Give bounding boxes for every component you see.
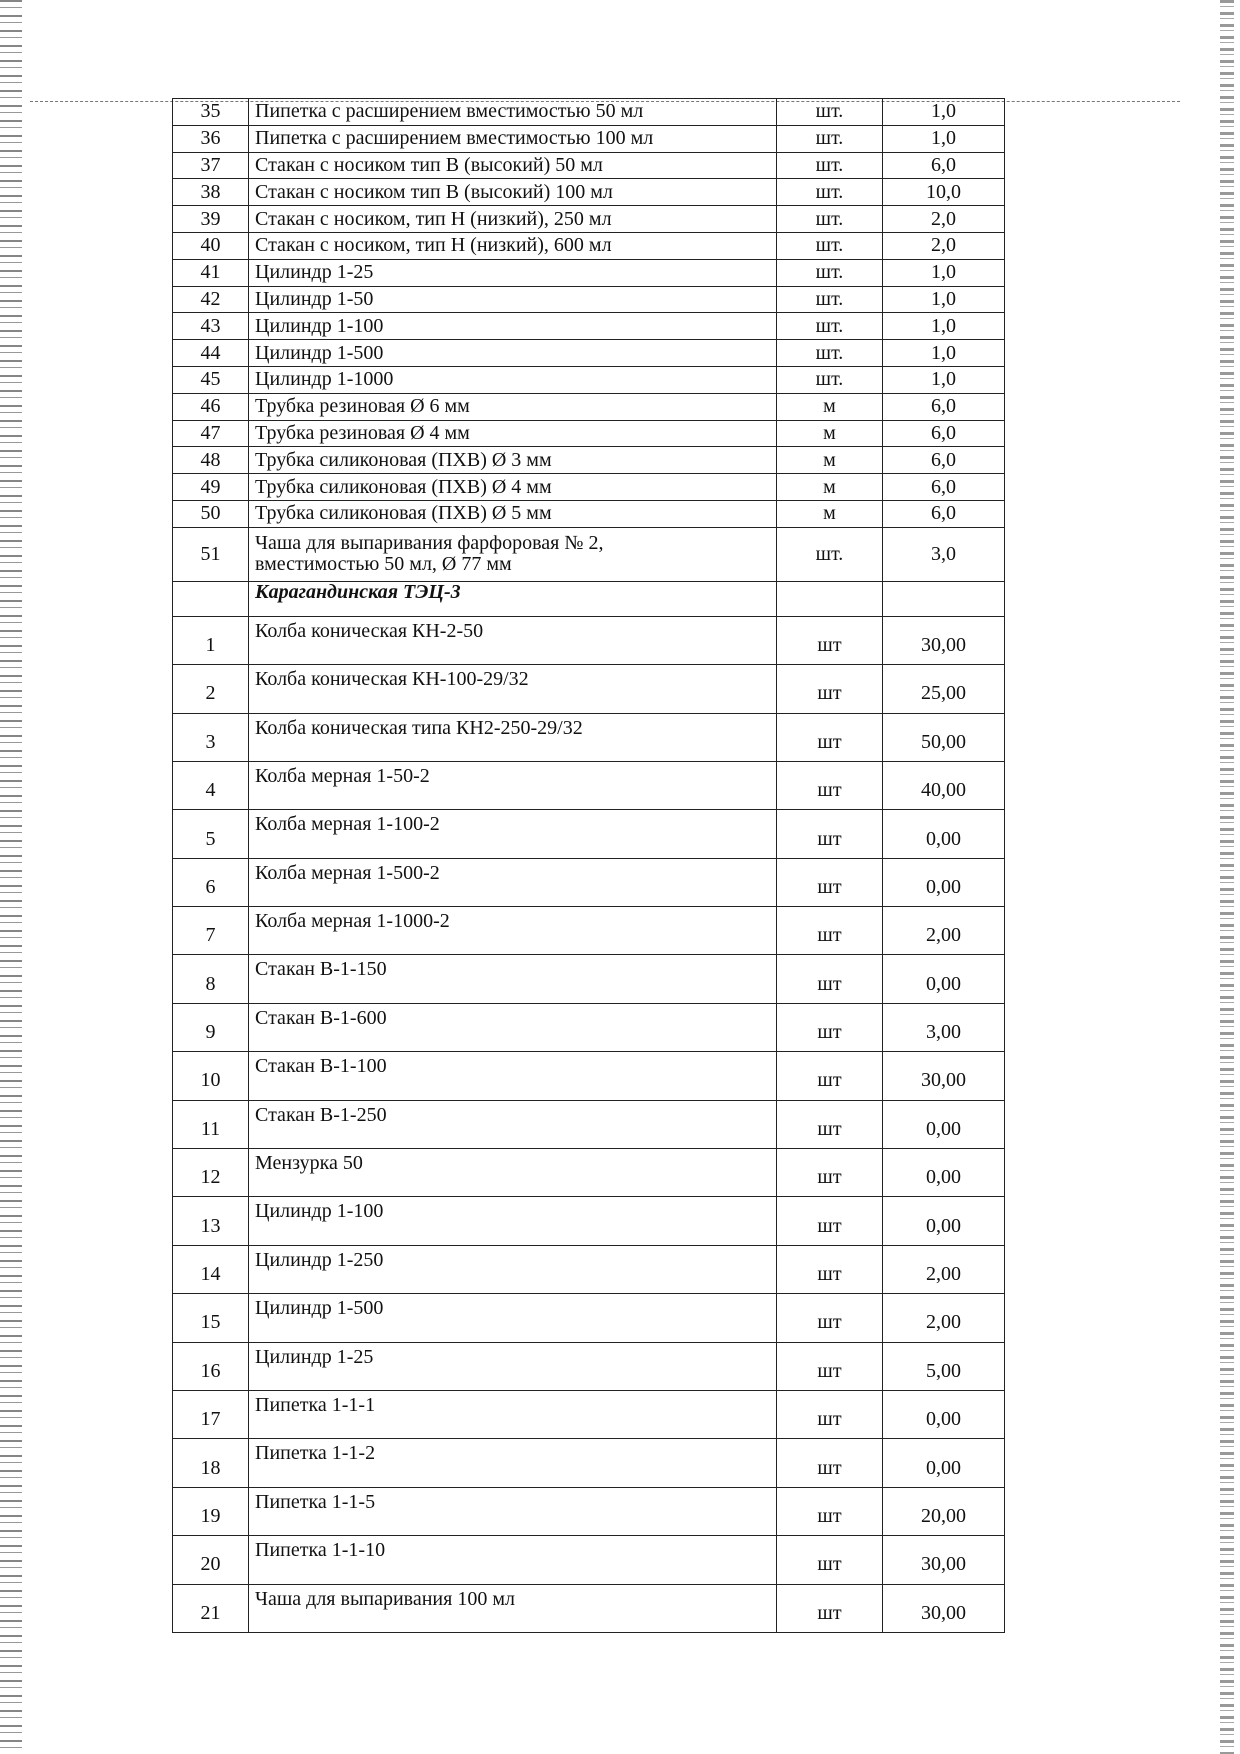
- item-name: Цилиндр 1-1000: [249, 366, 777, 393]
- section-unit-empty: [777, 581, 883, 616]
- quantity-cell: 0,00: [883, 1100, 1005, 1148]
- table-row: [173, 713, 1005, 761]
- row-number: 19: [173, 1487, 249, 1535]
- unit-cell: шт.: [777, 125, 883, 152]
- item-name: Стакан В-1-600: [249, 1003, 777, 1051]
- row-number: 36: [173, 125, 249, 152]
- item-name: Цилиндр 1-25: [249, 259, 777, 286]
- table-row: [173, 232, 1005, 259]
- row-number: 8: [173, 955, 249, 1003]
- item-name: Цилиндр 1-250: [249, 1245, 777, 1293]
- item-name: Трубка силиконовая (ПХВ) Ø 4 мм: [249, 474, 777, 501]
- quantity-cell: 40,00: [883, 761, 1005, 809]
- unit-cell: шт: [777, 1342, 883, 1390]
- table-row: [173, 313, 1005, 340]
- unit-cell: шт: [777, 1487, 883, 1535]
- item-name: [249, 527, 777, 581]
- unit-cell: шт: [777, 616, 883, 664]
- section-header-row: [173, 581, 1005, 616]
- item-name: Трубка резиновая Ø 4 мм: [249, 420, 777, 447]
- row-number: 16: [173, 1342, 249, 1390]
- row-number: 5: [173, 810, 249, 858]
- item-name-line-2: вместимостью 50 мл, Ø 77 мм: [255, 553, 512, 576]
- unit-cell: шт: [777, 761, 883, 809]
- unit-cell: шт.: [777, 152, 883, 179]
- row-number: 18: [173, 1439, 249, 1487]
- unit-cell: шт.: [777, 527, 883, 581]
- unit-cell: шт.: [777, 206, 883, 233]
- row-number: 37: [173, 152, 249, 179]
- row-number: 17: [173, 1391, 249, 1439]
- table-row: [173, 1294, 1005, 1342]
- unit-cell: шт: [777, 810, 883, 858]
- item-name: Стакан В-1-150: [249, 955, 777, 1003]
- item-name: Цилиндр 1-50: [249, 286, 777, 313]
- row-number: 10: [173, 1052, 249, 1100]
- table-row: [173, 810, 1005, 858]
- unit-cell: шт: [777, 1100, 883, 1148]
- table-row: [173, 1197, 1005, 1245]
- unit-cell: шт.: [777, 259, 883, 286]
- table-row: [173, 1391, 1005, 1439]
- table-row: [173, 474, 1005, 501]
- item-name: Стакан с носиком, тип Н (низкий), 250 мл: [249, 206, 777, 233]
- quantity-cell: 1,0: [883, 286, 1005, 313]
- row-number: 6: [173, 858, 249, 906]
- unit-cell: м: [777, 500, 883, 527]
- row-number: 41: [173, 259, 249, 286]
- table-row: [173, 1003, 1005, 1051]
- table-row: [173, 259, 1005, 286]
- row-number: 44: [173, 340, 249, 367]
- scan-edge-left: [0, 0, 22, 1754]
- quantity-cell: 3,0: [883, 527, 1005, 581]
- item-name: Стакан с носиком, тип Н (низкий), 600 мл: [249, 232, 777, 259]
- row-number: 7: [173, 907, 249, 955]
- unit-cell: м: [777, 447, 883, 474]
- row-number: 43: [173, 313, 249, 340]
- row-number: 35: [173, 99, 249, 126]
- table-row: [173, 125, 1005, 152]
- item-name: Стакан В-1-100: [249, 1052, 777, 1100]
- table-row: [173, 1100, 1005, 1148]
- table-row: [173, 447, 1005, 474]
- table-row: [173, 761, 1005, 809]
- unit-cell: шт: [777, 713, 883, 761]
- item-name: Трубка силиконовая (ПХВ) Ø 3 мм: [249, 447, 777, 474]
- unit-cell: шт.: [777, 313, 883, 340]
- section-number-empty: [173, 581, 249, 616]
- item-name-line-1: Чаша для выпаривания фарфоровая № 2,: [255, 532, 604, 555]
- table-row: [173, 527, 1005, 581]
- unit-cell: шт.: [777, 99, 883, 126]
- table-row: [173, 340, 1005, 367]
- table-body-part-1: [173, 99, 1005, 528]
- row-number: 48: [173, 447, 249, 474]
- row-number: 38: [173, 179, 249, 206]
- row-number: 4: [173, 761, 249, 809]
- table-row: [173, 420, 1005, 447]
- unit-cell: шт.: [777, 179, 883, 206]
- unit-cell: м: [777, 474, 883, 501]
- quantity-cell: 30,00: [883, 616, 1005, 664]
- quantity-cell: 6,0: [883, 447, 1005, 474]
- row-number: 47: [173, 420, 249, 447]
- item-name: Пипетка с расширением вместимостью 100 мл: [249, 125, 777, 152]
- item-name: Стакан В-1-250: [249, 1100, 777, 1148]
- table-row: [173, 1245, 1005, 1293]
- quantity-cell: 6,0: [883, 500, 1005, 527]
- table-row: [173, 99, 1005, 126]
- quantity-cell: 0,00: [883, 1391, 1005, 1439]
- table-row: [173, 152, 1005, 179]
- quantity-cell: 10,0: [883, 179, 1005, 206]
- quantity-cell: 25,00: [883, 665, 1005, 713]
- unit-cell: шт.: [777, 286, 883, 313]
- item-name: Колба коническая КН-2-50: [249, 616, 777, 664]
- row-number: 40: [173, 232, 249, 259]
- item-name: Колба мерная 1-100-2: [249, 810, 777, 858]
- quantity-cell: 1,0: [883, 313, 1005, 340]
- unit-cell: шт: [777, 1391, 883, 1439]
- section-title: Карагандинская ТЭЦ-3: [249, 581, 777, 616]
- table-row: [173, 1536, 1005, 1584]
- row-number: 14: [173, 1245, 249, 1293]
- unit-cell: шт: [777, 1294, 883, 1342]
- unit-cell: шт: [777, 955, 883, 1003]
- unit-cell: шт: [777, 1052, 883, 1100]
- item-name: Трубка резиновая Ø 6 мм: [249, 393, 777, 420]
- quantity-cell: 6,0: [883, 393, 1005, 420]
- quantity-cell: 2,00: [883, 1294, 1005, 1342]
- quantity-cell: 6,0: [883, 152, 1005, 179]
- quantity-cell: 30,00: [883, 1584, 1005, 1632]
- quantity-cell: 1,0: [883, 99, 1005, 126]
- item-name: Пипетка 1-1-2: [249, 1439, 777, 1487]
- quantity-cell: 1,0: [883, 366, 1005, 393]
- table-row: [173, 907, 1005, 955]
- table-row: [173, 955, 1005, 1003]
- table-row: [173, 366, 1005, 393]
- quantity-cell: 2,00: [883, 1245, 1005, 1293]
- unit-cell: шт.: [777, 366, 883, 393]
- item-name: Пипетка 1-1-1: [249, 1391, 777, 1439]
- quantity-cell: 1,0: [883, 125, 1005, 152]
- row-number: 11: [173, 1100, 249, 1148]
- unit-cell: шт: [777, 1149, 883, 1197]
- table-row: [173, 1052, 1005, 1100]
- table-row: [173, 1439, 1005, 1487]
- quantity-cell: 3,00: [883, 1003, 1005, 1051]
- unit-cell: шт: [777, 1536, 883, 1584]
- table-row: [173, 393, 1005, 420]
- unit-cell: шт.: [777, 340, 883, 367]
- row-number: 2: [173, 665, 249, 713]
- table-body-row-51: [173, 527, 1005, 616]
- scan-edge-right: [1220, 0, 1234, 1754]
- unit-cell: шт: [777, 1003, 883, 1051]
- item-name: Чаша для выпаривания 100 мл: [249, 1584, 777, 1632]
- row-number: 45: [173, 366, 249, 393]
- quantity-cell: 6,0: [883, 474, 1005, 501]
- row-number: 42: [173, 286, 249, 313]
- quantity-cell: 2,00: [883, 907, 1005, 955]
- quantity-cell: 0,00: [883, 955, 1005, 1003]
- row-number: 9: [173, 1003, 249, 1051]
- items-table: [172, 98, 1005, 1633]
- quantity-cell: 30,00: [883, 1536, 1005, 1584]
- row-number: 39: [173, 206, 249, 233]
- item-name: Цилиндр 1-500: [249, 1294, 777, 1342]
- row-number: 46: [173, 393, 249, 420]
- table-row: [173, 179, 1005, 206]
- item-name: Цилиндр 1-100: [249, 313, 777, 340]
- unit-cell: м: [777, 420, 883, 447]
- table-row: [173, 1487, 1005, 1535]
- item-name: Колба коническая КН-100-29/32: [249, 665, 777, 713]
- item-name: Пипетка с расширением вместимостью 50 мл: [249, 99, 777, 126]
- unit-cell: шт: [777, 1584, 883, 1632]
- row-number: 20: [173, 1536, 249, 1584]
- table-row: [173, 1584, 1005, 1632]
- unit-cell: м: [777, 393, 883, 420]
- quantity-cell: 0,00: [883, 1149, 1005, 1197]
- unit-cell: шт: [777, 907, 883, 955]
- item-name: Стакан с носиком тип В (высокий) 100 мл: [249, 179, 777, 206]
- table-row: [173, 1149, 1005, 1197]
- quantity-cell: 20,00: [883, 1487, 1005, 1535]
- row-number: 12: [173, 1149, 249, 1197]
- item-name: Цилиндр 1-100: [249, 1197, 777, 1245]
- unit-cell: шт.: [777, 232, 883, 259]
- unit-cell: шт: [777, 1197, 883, 1245]
- quantity-cell: 0,00: [883, 1197, 1005, 1245]
- row-number: 50: [173, 500, 249, 527]
- unit-cell: шт: [777, 858, 883, 906]
- quantity-cell: 2,0: [883, 206, 1005, 233]
- item-name: Стакан с носиком тип В (высокий) 50 мл: [249, 152, 777, 179]
- unit-cell: шт: [777, 1439, 883, 1487]
- quantity-cell: 5,00: [883, 1342, 1005, 1390]
- row-number: 15: [173, 1294, 249, 1342]
- row-number: 13: [173, 1197, 249, 1245]
- quantity-cell: 0,00: [883, 1439, 1005, 1487]
- item-name: Колба мерная 1-50-2: [249, 761, 777, 809]
- row-number: 1: [173, 616, 249, 664]
- unit-cell: шт: [777, 665, 883, 713]
- quantity-cell: 6,0: [883, 420, 1005, 447]
- quantity-cell: 1,0: [883, 340, 1005, 367]
- row-number: 49: [173, 474, 249, 501]
- section-qty-empty: [883, 581, 1005, 616]
- table-row: [173, 858, 1005, 906]
- quantity-cell: 30,00: [883, 1052, 1005, 1100]
- item-name: Цилиндр 1-25: [249, 1342, 777, 1390]
- quantity-cell: 2,0: [883, 232, 1005, 259]
- item-name: Пипетка 1-1-10: [249, 1536, 777, 1584]
- unit-cell: шт: [777, 1245, 883, 1293]
- quantity-cell: 0,00: [883, 858, 1005, 906]
- item-name: Колба коническая типа КН2-250-29/32: [249, 713, 777, 761]
- item-name: Колба мерная 1-500-2: [249, 858, 777, 906]
- table-body-part-2: [173, 616, 1005, 1632]
- table-row: [173, 616, 1005, 664]
- table-row: [173, 286, 1005, 313]
- table-row: [173, 1342, 1005, 1390]
- item-name: Мензурка 50: [249, 1149, 777, 1197]
- quantity-cell: 1,0: [883, 259, 1005, 286]
- row-number: 21: [173, 1584, 249, 1632]
- table-row: [173, 665, 1005, 713]
- row-number: 51: [173, 527, 249, 581]
- item-name: Пипетка 1-1-5: [249, 1487, 777, 1535]
- row-number: 3: [173, 713, 249, 761]
- item-name: Трубка силиконовая (ПХВ) Ø 5 мм: [249, 500, 777, 527]
- item-name: Цилиндр 1-500: [249, 340, 777, 367]
- table-row: [173, 500, 1005, 527]
- quantity-cell: 0,00: [883, 810, 1005, 858]
- quantity-cell: 50,00: [883, 713, 1005, 761]
- item-name: Колба мерная 1-1000-2: [249, 907, 777, 955]
- table-row: [173, 206, 1005, 233]
